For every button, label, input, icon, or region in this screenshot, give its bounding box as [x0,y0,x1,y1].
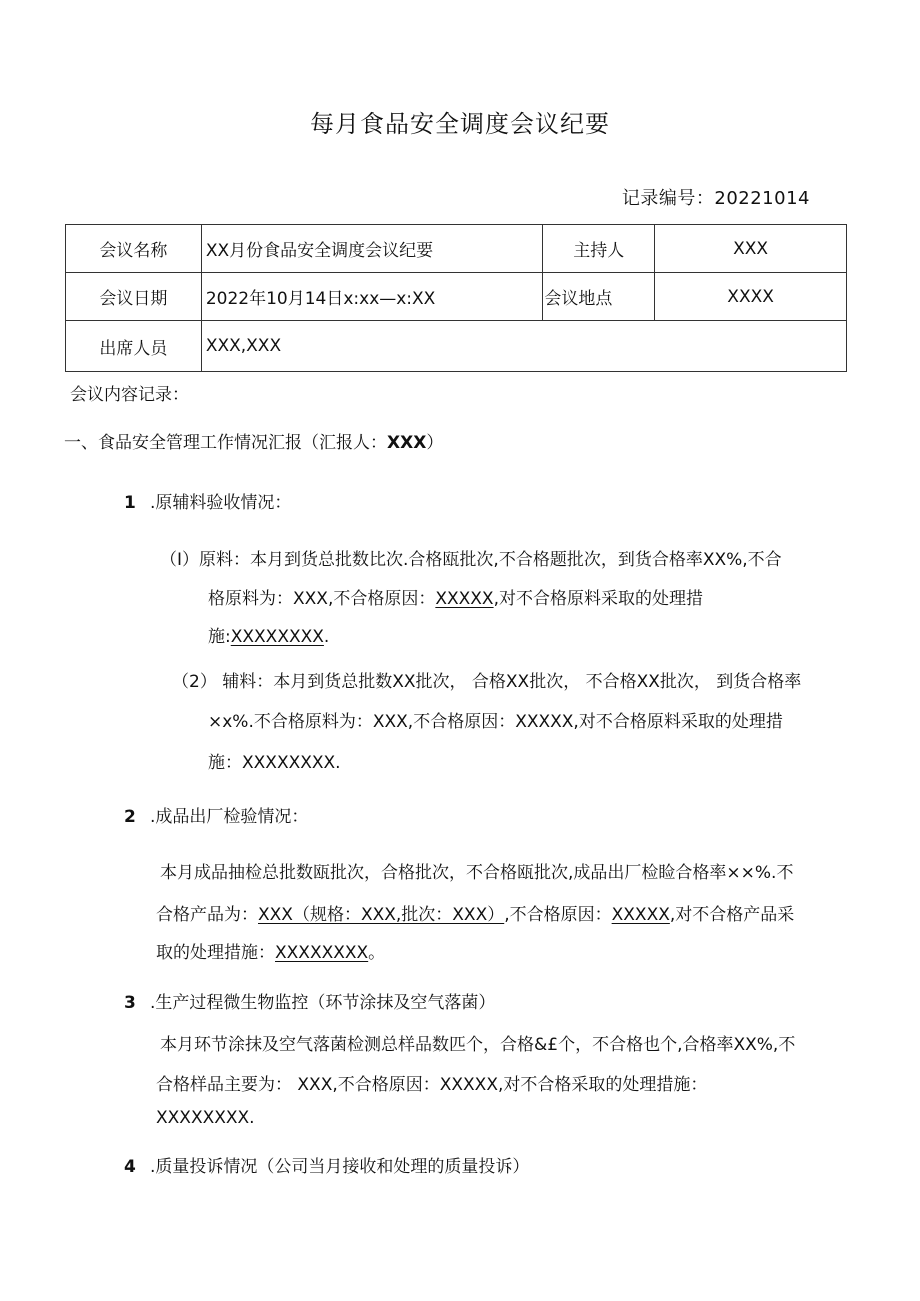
section-1-reporter: XXX [387,433,427,453]
location-value: XXXX [655,273,847,321]
item-2-line-3 [156,938,385,963]
item-3-title: .生产过程微生物监控（环节涂抹及空气落菌） [150,993,496,1013]
item-1-raw-line-2-pre: 格原料为：XXX,不合格原因： [208,589,436,609]
item-2-line-2-underlined-reason: XXXXX [611,905,670,925]
item-2-heading [124,802,308,827]
item-2-line-3-pre: 取的处理措施： [156,943,275,963]
item-1-heading [124,488,291,513]
item-1-raw-line-2-underlined: XXXXX [435,589,494,609]
meeting-date-label: 会议日期 [66,273,202,321]
item-2-line-2-post: ,对不合格产品采 [669,905,795,925]
section-1-heading-text: 一、食品安全管理工作情况汇报（汇报人： [64,433,387,453]
item-1-aux-line-3: 施：XXXXXXXX. [208,753,341,773]
item-1-title: .原辅料验收情况： [150,493,292,513]
item-3-number: 3 [124,993,136,1013]
content-record-label: 会议内容记录： [70,385,189,405]
item-4-heading [124,1152,529,1177]
item-2-title: .成品出厂检验情况： [150,807,309,827]
item-1-raw-line-3 [208,622,329,647]
item-1-number: 1 [124,493,136,513]
section-1-heading-close: ） [426,433,444,453]
meeting-name-label: 会议名称 [66,225,202,273]
item-1-raw-line-3-underlined: XXXXXXXX [230,627,324,647]
item-4-title: .质量投诉情况（公司当月接收和处理的质量投诉） [150,1157,530,1177]
page-title: 每月食品安全调度会议纪要 [310,110,610,138]
item-4-number: 4 [124,1157,136,1177]
item-2-number: 2 [124,807,136,827]
item-2-line-3-post: 。 [368,943,386,963]
meeting-name-value: XX月份食品安全调度会议纪要 [201,225,543,273]
item-2-line-2-underlined-product: XXX（规格：XXX,批次：XXX） [258,905,505,925]
item-1-aux-line-2: ×x%.不合格原料为：XXX,不合格原因：XXXXX,对不合格原料采取的处理措 [208,712,783,732]
item-1-raw-line-2-post: ,对不合格原料采取的处理措 [493,589,703,609]
item-1-raw-line-1: （I）原料：本月到货总批数比次.合格瓯批次,不合格题批次，到货合格率XX%,不合 [160,550,782,570]
item-2-line-2-pre: 合格产品为： [156,905,258,925]
item-2-line-2 [156,900,794,925]
attendees-value: XXX,XXX [201,321,846,372]
item-3-line-2: 合格样品主要为： XXX,不合格原因：XXXXX,对不合格采取的处理措施： [156,1075,708,1095]
item-3-line-3: XXXXXXXX. [156,1108,255,1128]
item-1-raw-line-3-pre: 施: [208,627,231,647]
item-1-raw-line-3-post: . [323,627,330,647]
meeting-date-value: 2022年10月14日x:xx—x:XX [201,273,543,321]
attendees-label: 出席人员 [66,321,202,372]
item-1-raw-line-2 [208,584,703,609]
item-2-line-2-mid: ,不合格原因： [504,905,612,925]
meeting-info-table [65,224,847,372]
item-2-line-1: 本月成品抽检总批数瓯批次，合格批次，不合格瓯批次,成品出厂检睑合格率××%.不 [160,863,794,883]
section-1-heading [64,428,443,453]
location-label: 会议地点 [543,273,655,321]
table-row [66,321,847,372]
host-label: 主持人 [543,225,655,273]
table-row [66,273,847,321]
item-3-heading [124,988,495,1013]
record-number: 记录编号：20221014 [621,188,810,209]
item-3-line-1: 本月环节涂抹及空气落菌检测总样品数匹个，合格&£个，不合格也个,合格率XX%,不 [160,1035,796,1055]
table-row [66,225,847,273]
item-1-aux-line-1: （2） 辅料：本月到货总批数XX批次， 合格XX批次， 不合格XX批次， 到货合格率 [172,672,802,692]
host-value: XXX [655,225,847,273]
item-2-line-3-underlined: XXXXXXXX [275,943,369,963]
